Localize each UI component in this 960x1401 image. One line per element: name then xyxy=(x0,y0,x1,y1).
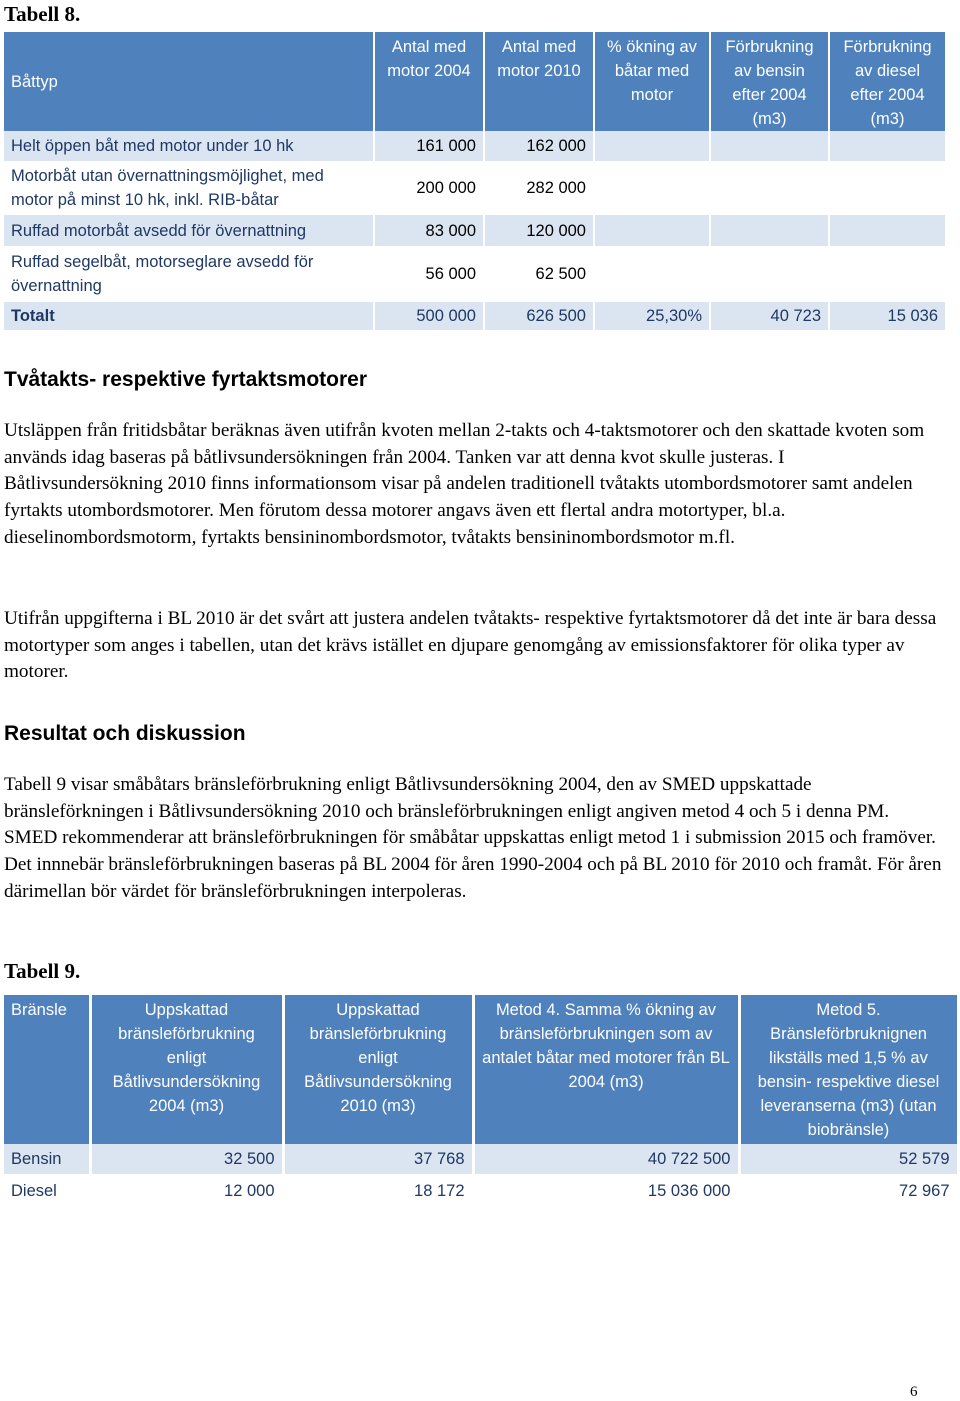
table9-cell: 40 722 500 xyxy=(473,1144,739,1175)
table9-header-fuel: Bränsle xyxy=(4,995,90,1144)
table8 xyxy=(4,32,947,332)
table8-cell: 56 000 xyxy=(374,247,484,301)
table9-header-method5: Metod 5. Bränsleförbruknignen likställs med 1,5 % av bensin- respektive diesel leveranserna (m3) (utan biobränsle) xyxy=(739,995,958,1144)
table8-cell xyxy=(710,214,829,247)
table9-cell: 72 967 xyxy=(739,1175,958,1207)
table8-cell: 83 000 xyxy=(374,214,484,247)
table8-cell xyxy=(829,214,946,247)
table8-cell xyxy=(594,214,710,247)
paragraph: Utifrån uppgifterna i BL 2010 är det svårt att justera andelen tvåtakts- respektive fyrtaktsmotorer då det inte är bara dessa motortyper som anges i tabellen, utan det krävs istället en djupare genomgång av emissionsfaktorer för olika typer av motorer. xyxy=(4,608,937,683)
table8-cell: 200 000 xyxy=(374,162,484,214)
table8-cell: 162 000 xyxy=(484,131,594,162)
table9-cell: 32 500 xyxy=(90,1144,283,1175)
page-number: 6 xyxy=(910,1384,918,1400)
table-row xyxy=(4,162,946,214)
table8-cell: Totalt xyxy=(4,301,374,331)
table-row xyxy=(4,1144,958,1175)
table8-cell xyxy=(594,247,710,301)
section-heading-engines: Tvåtakts- respektive fyrtaktsmotorer xyxy=(4,368,367,391)
table8-cell: 40 723 xyxy=(710,301,829,331)
table8-cell: 120 000 xyxy=(484,214,594,247)
table9 xyxy=(4,995,960,1208)
table8-cell xyxy=(710,247,829,301)
section-heading-results: Resultat och diskussion xyxy=(4,722,246,745)
paragraph: Tabell 9 visar småbåtars bränsleförbrukning enligt Båtlivsundersökning 2004, den av SMED uppskattade bränsleförkningen i Båtlivsundersökning 2010 och bränsleförbrukningen enligt angiven metod 4 och 5 i denna PM. SMED rekommenderar att bränsleförbrukningen för småbåtar uppskattas enligt metod 1 i submission 2015 och framöver. Det innnebär bränsleförbrukningen baseras på BL 2004 för åren 1990-2004 och på BL 2010 för 2010 och framåt. För åren därimellan bör värdet för bränsleförbrukningen interpoleras. xyxy=(4,774,942,902)
table9-cell: 52 579 xyxy=(739,1144,958,1175)
table9-cell: Diesel xyxy=(4,1175,90,1207)
table8-header-petrol: Förbrukning av bensin efter 2004 (m3) xyxy=(710,32,829,131)
table8-cell xyxy=(710,131,829,162)
table-row xyxy=(4,131,946,162)
table8-cell xyxy=(829,247,946,301)
table8-cell: 15 036 xyxy=(829,301,946,331)
table-row xyxy=(4,214,946,247)
table8-cell: 500 000 xyxy=(374,301,484,331)
table8-header-boattype: Båttyp xyxy=(4,32,374,131)
table8-cell: Helt öppen båt med motor under 10 hk xyxy=(4,131,374,162)
table9-header-bl2004: Uppskattad bränsleförbrukning enligt Båtlivsundersökning 2004 (m3) xyxy=(90,995,283,1144)
table8-header-diesel: Förbrukning av diesel efter 2004 (m3) xyxy=(829,32,946,131)
table8-cell: Ruffad motorbåt avsedd för övernattning xyxy=(4,214,374,247)
table9-cell: 37 768 xyxy=(283,1144,473,1175)
table-row-total xyxy=(4,301,946,331)
table8-cell xyxy=(829,162,946,214)
table9-caption: Tabell 9. xyxy=(4,959,81,983)
table8-cell: 626 500 xyxy=(484,301,594,331)
paragraph: Utsläppen från fritidsbåtar beräknas även utifrån kvoten mellan 2-takts och 4-taktsmotorer och den skattade kvoten som används idag baseras på båtlivsundersökningen från 2004. Tanken var att denna kvot skulle justeras. I Båtlivsundersökning 2010 finns informationsom visar på andelen traditionell tvåtakts utombordsmotorer samt andelen fyrtakts utombordsmotorer. Men förutom dessa motorer angavs även ett flertal andra motortyper, bl.a. dieselinombordsmotorm, fyrtakts bensininombordsmotor, tvåtakts bensininombordsmotor m.fl. xyxy=(4,420,925,548)
table9-header-method4: Metod 4. Samma % ökning av bränsleförbrukningen som av antalet båtar med motorer från BL 2004 (m3) xyxy=(473,995,739,1144)
table8-cell: Ruffad segelbåt, motorseglare avsedd för övernattning xyxy=(4,247,374,301)
table8-header-increase: % ökning av båtar med motor xyxy=(594,32,710,131)
table9-cell: Bensin xyxy=(4,1144,90,1175)
table8-cell xyxy=(829,131,946,162)
table9-header-bl2010: Uppskattad bränsleförbrukning enligt Båtlivsundersökning 2010 (m3) xyxy=(283,995,473,1144)
table-row xyxy=(4,1175,958,1207)
table8-cell: 282 000 xyxy=(484,162,594,214)
table8-header-count2010: Antal med motor 2010 xyxy=(484,32,594,131)
table8-cell xyxy=(594,162,710,214)
table8-cell: Motorbåt utan övernattningsmöjlighet, med motor på minst 10 hk, inkl. RIB-båtar xyxy=(4,162,374,214)
table8-cell xyxy=(710,162,829,214)
table8-cell xyxy=(594,131,710,162)
table-row xyxy=(4,247,946,301)
table9-cell: 12 000 xyxy=(90,1175,283,1207)
table8-caption: Tabell 8. xyxy=(4,2,81,26)
table9-cell: 15 036 000 xyxy=(473,1175,739,1207)
table8-cell: 25,30% xyxy=(594,301,710,331)
table9-cell: 18 172 xyxy=(283,1175,473,1207)
table8-cell: 161 000 xyxy=(374,131,484,162)
table8-cell: 62 500 xyxy=(484,247,594,301)
table8-header-count2004: Antal med motor 2004 xyxy=(374,32,484,131)
